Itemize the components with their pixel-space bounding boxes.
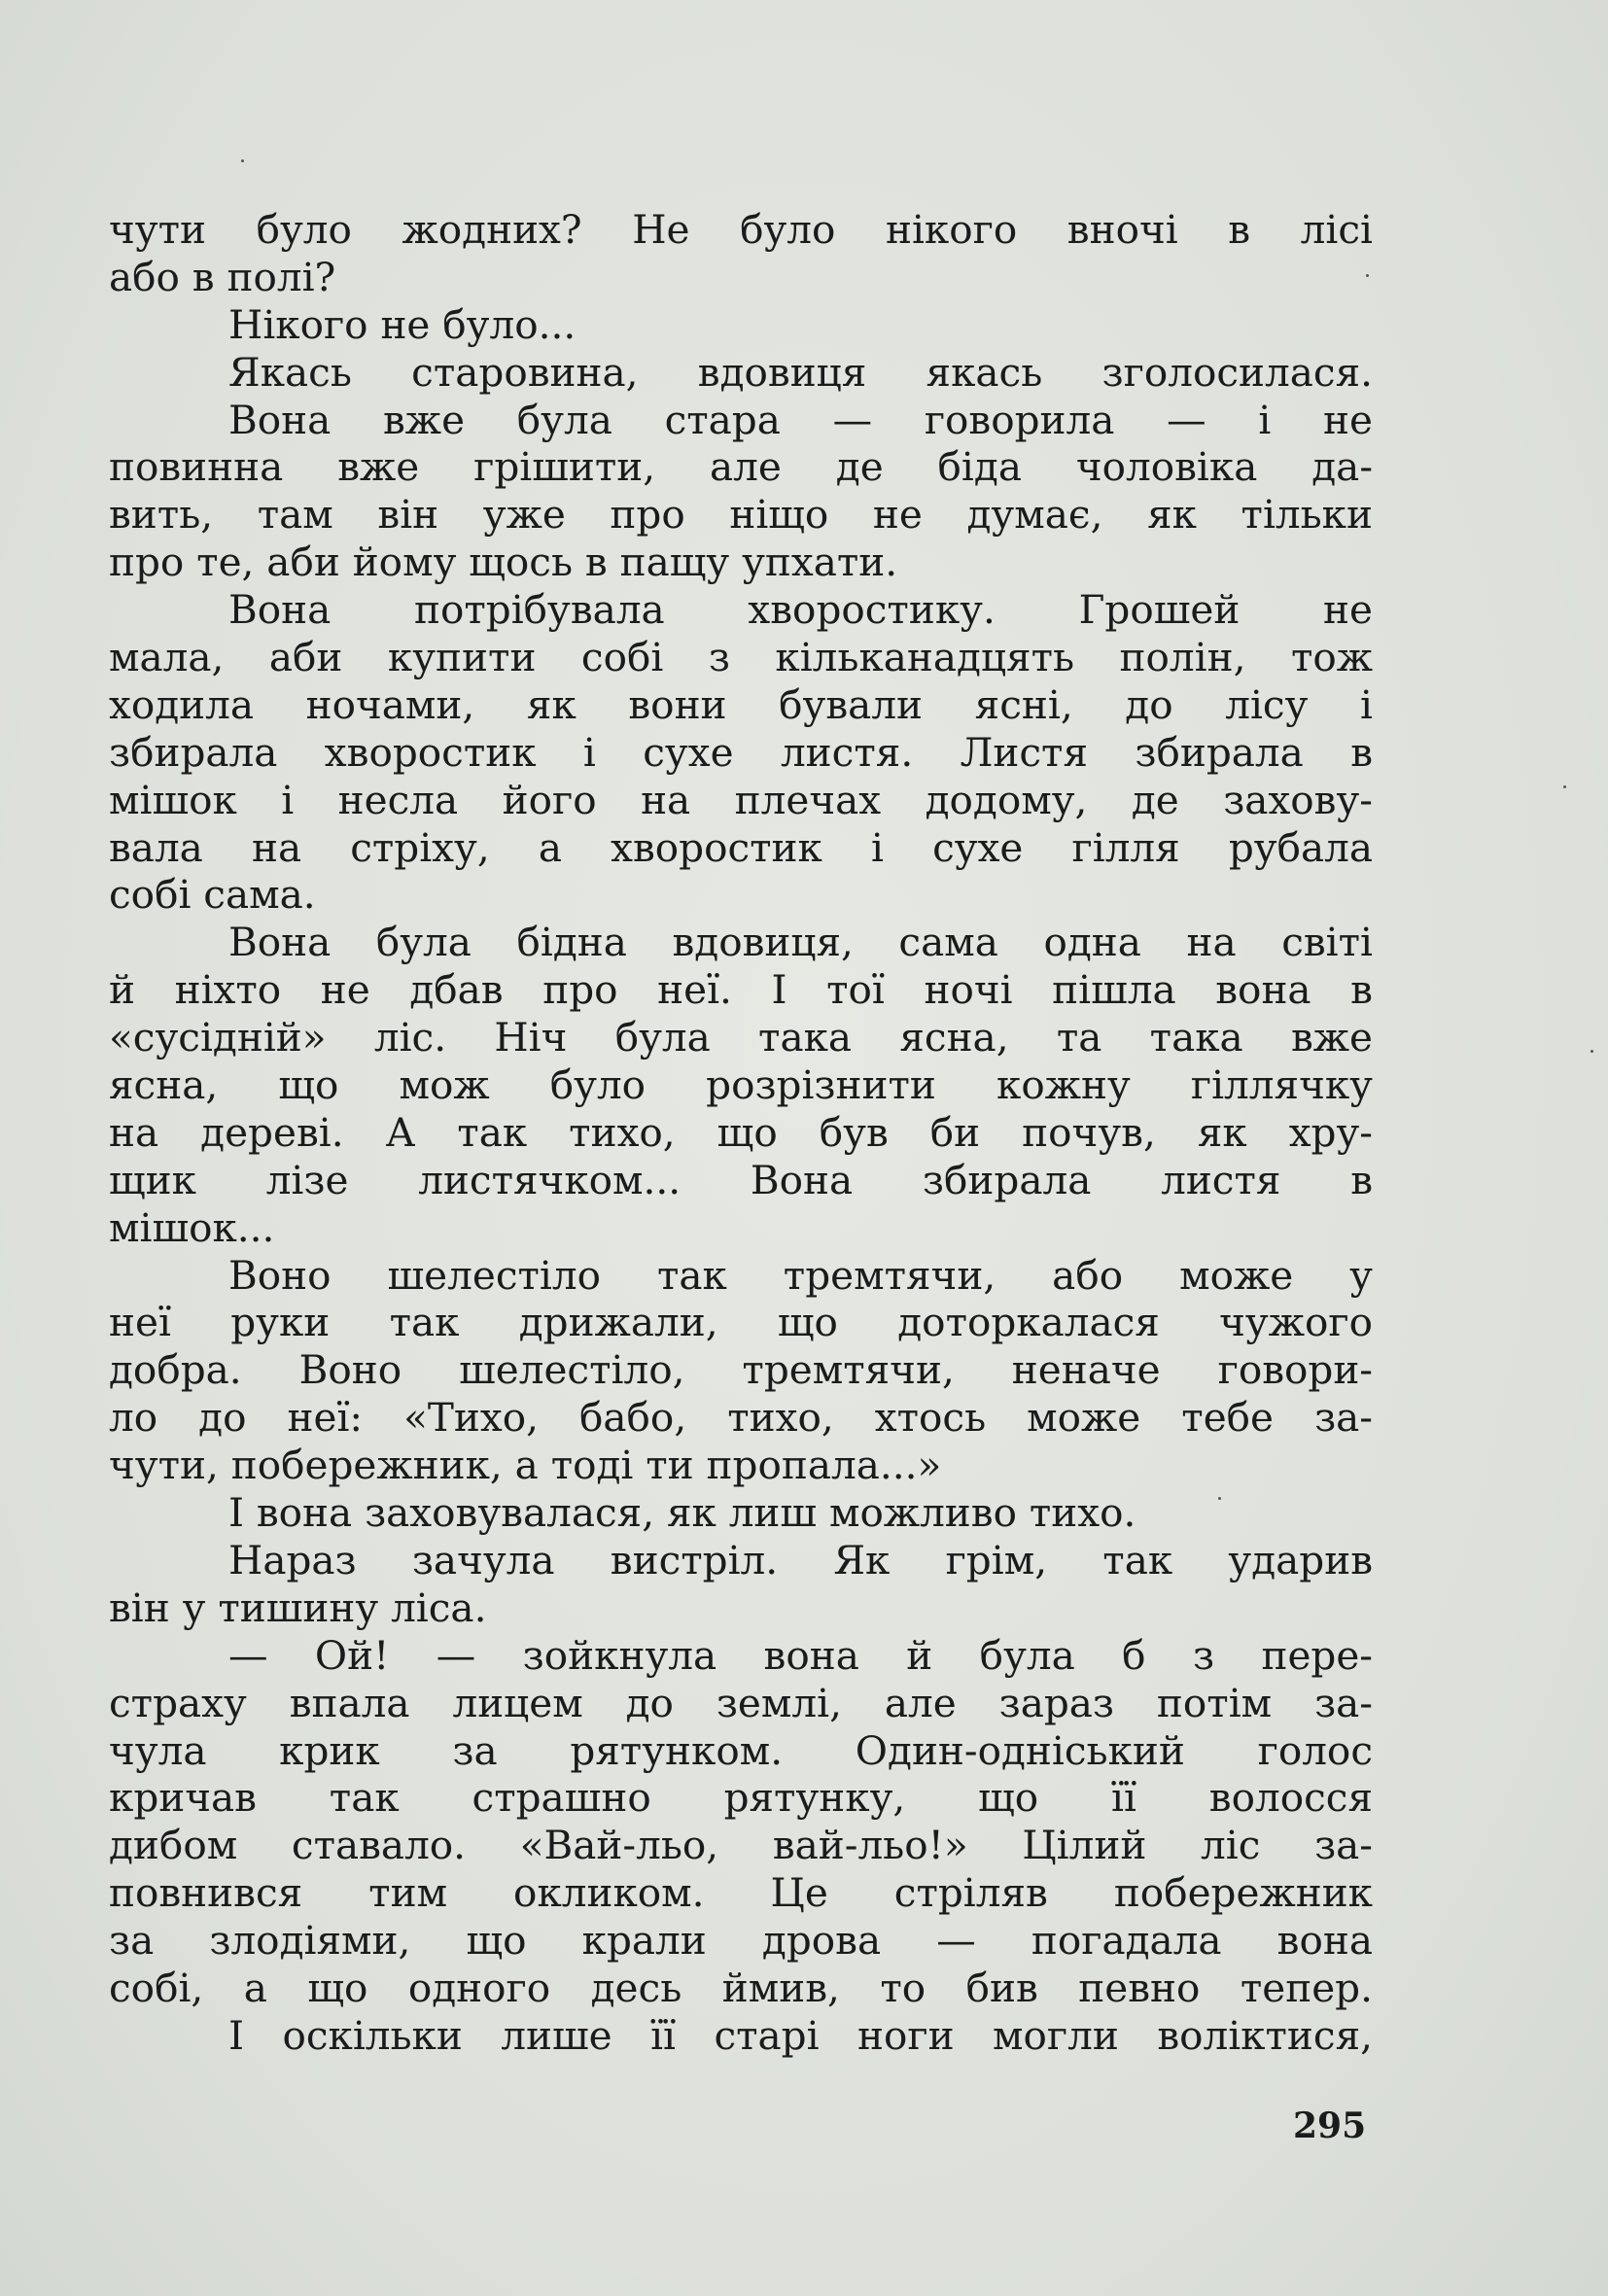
text-line: собі сама.	[109, 871, 316, 919]
text-line: або в полі?	[109, 253, 336, 300]
scan-speck	[241, 159, 244, 162]
text-line: за злодіями, що крали дрова — погадала вона	[109, 1917, 1373, 1965]
text-line: щик лізе листячком... Вона збирала листя в	[109, 1156, 1373, 1203]
text-line: чути, побережник, а тоді ти пропала...»	[109, 1442, 942, 1489]
text-line: Вона була бідна вдовиця, сама одна на світі	[228, 919, 1373, 966]
text-line: чула крик за рятунком. Один-одніський голос	[109, 1726, 1373, 1774]
text-line: ло до неї: «Тихо, бабо, тихо, хтось може тебе за-	[109, 1394, 1373, 1442]
text-line: Воно шелестіло так тремтячи, або може у	[228, 1251, 1373, 1299]
text-line: чути було жодних? Не було нікого вночі в лісі	[109, 206, 1373, 253]
text-line: І вона заховувалася, як лиш можливо тихо.	[228, 1489, 1136, 1537]
text-line: повнився тим окликом. Це стріляв побережник	[109, 1869, 1373, 1917]
text-line: вала на стріху, а хворостик і сухе гілля рубала	[109, 823, 1373, 871]
text-line: мішок...	[109, 1203, 275, 1251]
text-line: кричав так страшно рятунку, що її волосся	[109, 1774, 1373, 1822]
text-line: собі, а що одного десь ймив, то бив певно тепер.	[109, 1964, 1373, 2011]
text-line: І оскільки лише її старі ноги могли воліктися,	[228, 2011, 1373, 2059]
text-line: на дереві. А так тихо, що був би почув, як хру-	[109, 1108, 1373, 1156]
text-line: Нараз зачула вистріл. Як грім, так ударив	[228, 1536, 1373, 1583]
text-line: збирала хворостик і сухе листя. Листя збирала в	[109, 728, 1373, 776]
scan-speck	[1591, 1050, 1593, 1053]
text-line: страху впала лицем до землі, але зараз потім за-	[109, 1679, 1373, 1726]
scan-speck	[1563, 785, 1566, 788]
text-line: ходила ночами, як вони бували ясні, до лісу і	[109, 680, 1373, 728]
text-line: — Ой! — зойкнула вона й була б з пере-	[228, 1631, 1373, 1679]
text-line: Нікого не було...	[228, 300, 577, 348]
text-line: дибом ставало. «Вай-льо, вай-льо!» Цілий ліс за-	[109, 1822, 1373, 1869]
text-line: Вона потрібувала хворостику. Грошей не	[228, 586, 1373, 634]
text-line: мала, аби купити собі з кільканадцять полін, тож	[109, 634, 1373, 681]
text-line: «сусідній» ліс. Ніч була така ясна, та така вже	[109, 1014, 1373, 1061]
text-line: Вона вже була стара — говорила — і не	[228, 396, 1373, 443]
text-line: мішок і несла його на плечах додому, де захову-	[109, 776, 1373, 823]
page-number: 295	[1293, 2105, 1367, 2146]
text-line: ясна, що мож було розрізнити кожну гіллячку	[109, 1061, 1373, 1109]
text-line: повинна вже грішити, але де біда чоловіка да-	[109, 443, 1373, 491]
body-text	[109, 206, 1373, 2060]
text-line: неї руки так дрижали, що доторкалася чужого	[109, 1299, 1373, 1346]
text-line: вить, там він уже про ніщо не думає, як тільки	[109, 491, 1373, 539]
text-line: про те, аби йому щось в пащу упхати.	[109, 539, 898, 586]
text-line: й ніхто не дбав про неї. І тої ночі пішла вона в	[109, 966, 1373, 1014]
text-line: Якась старовина, вдовиця якась зголосилася.	[228, 348, 1373, 396]
text-line: він у тишину ліса.	[109, 1583, 487, 1631]
text-line: добра. Воно шелестіло, тремтячи, неначе говори-	[109, 1346, 1373, 1394]
